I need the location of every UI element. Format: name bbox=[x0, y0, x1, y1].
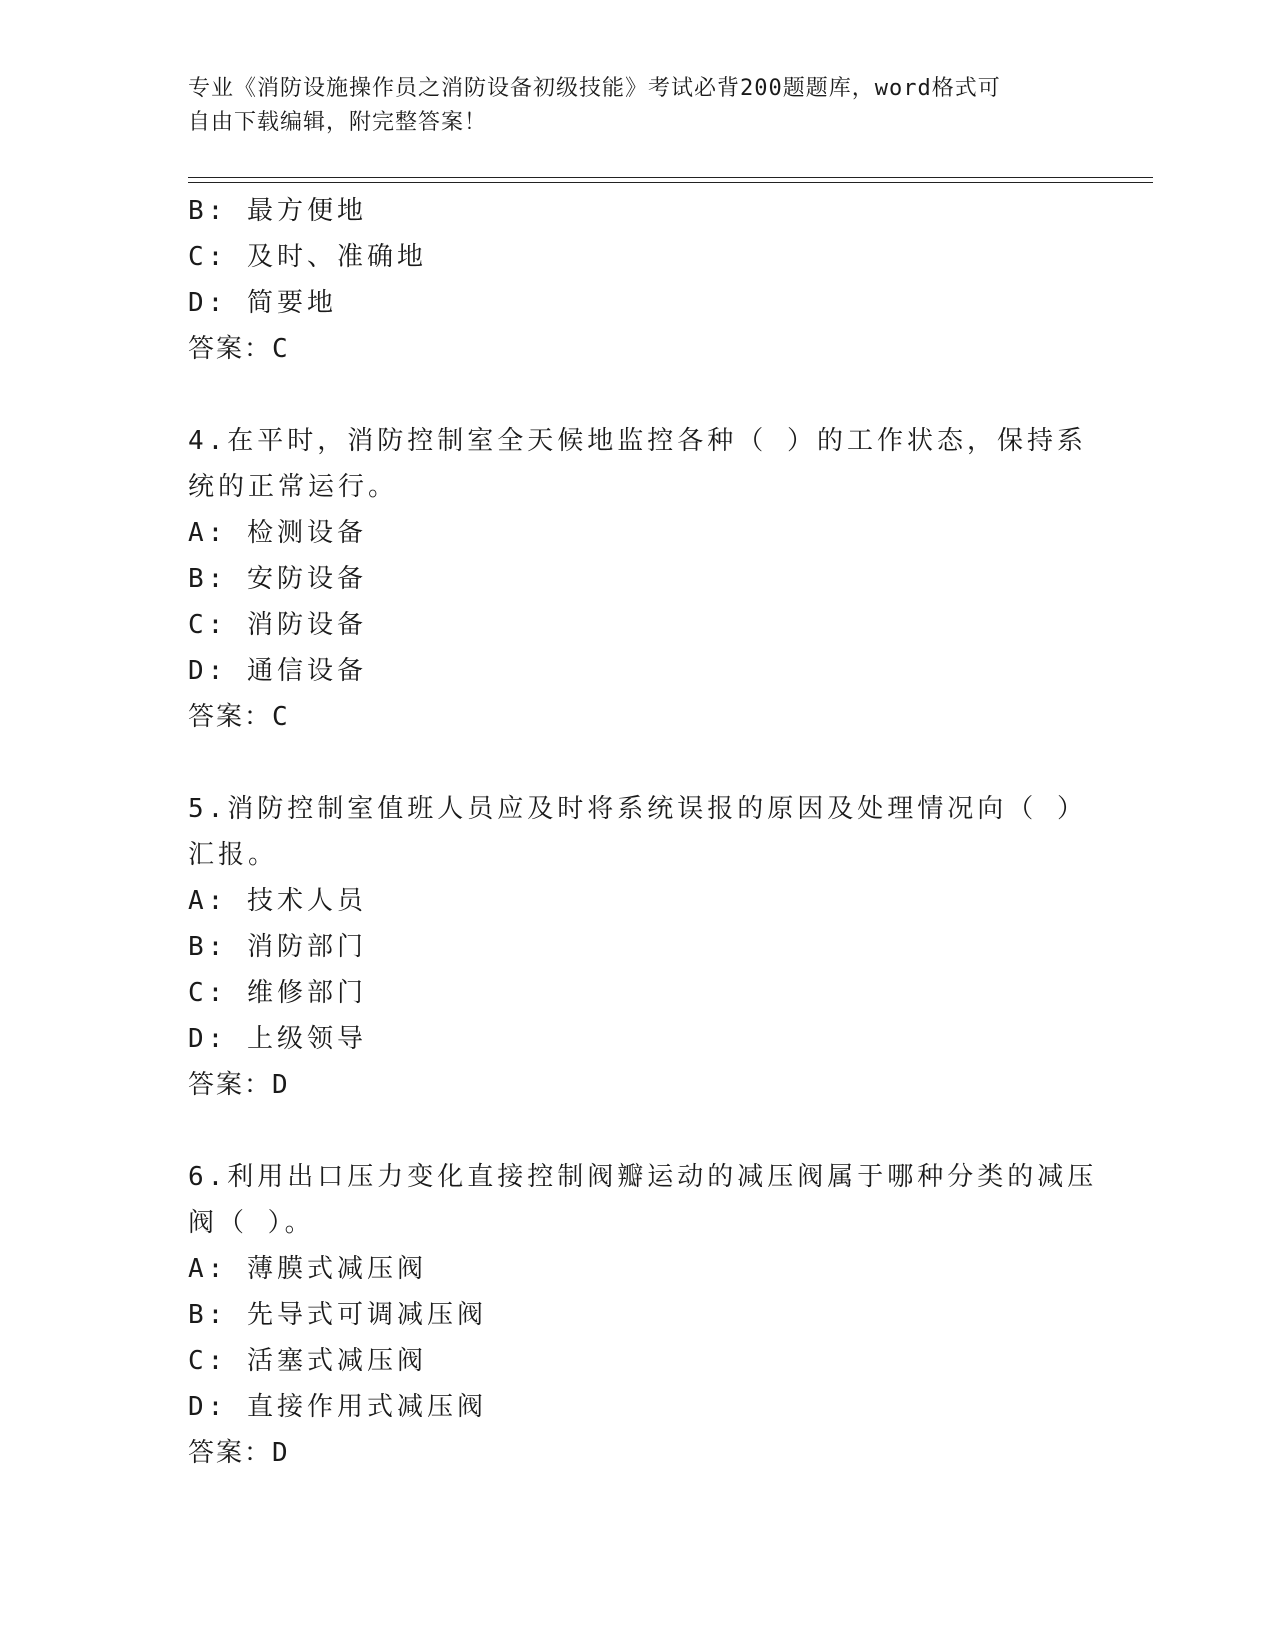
question-text-line-2: 汇报。 bbox=[188, 840, 279, 870]
question-3-continued bbox=[188, 188, 1068, 372]
question-text-line-2: 阀（ ）。 bbox=[188, 1208, 315, 1238]
option-a: A: 检测设备 bbox=[188, 518, 367, 548]
option-c: C: 及时、准确地 bbox=[188, 242, 427, 272]
spacer bbox=[188, 1108, 1068, 1154]
question-content bbox=[188, 188, 1098, 1476]
question-text-line-2: 统的正常运行。 bbox=[188, 472, 399, 502]
question-4 bbox=[188, 418, 1087, 740]
option-c: C: 活塞式减压阀 bbox=[188, 1346, 427, 1376]
answer-line: 答案：D bbox=[188, 1438, 290, 1468]
option-c: C: 消防设备 bbox=[188, 610, 367, 640]
answer-line: 答案：C bbox=[188, 334, 290, 364]
header-line-1: 专业《消防设施操作员之消防设备初级技能》考试必背200题题库，word格式可 bbox=[188, 76, 1001, 101]
option-d: D: 简要地 bbox=[188, 288, 337, 318]
question-text-line-1: 6.利用出口压力变化直接控制阀瓣运动的减压阀属于哪种分类的减压 bbox=[188, 1162, 1098, 1192]
option-a: A: 薄膜式减压阀 bbox=[188, 1254, 427, 1284]
question-text-line-1: 5.消防控制室值班人员应及时将系统误报的原因及处理情况向（ ） bbox=[188, 794, 1087, 824]
option-b: B: 先导式可调减压阀 bbox=[188, 1300, 487, 1330]
spacer bbox=[188, 740, 1068, 786]
question-text-line-1: 4.在平时，消防控制室全天候地监控各种（ ）的工作状态，保持系 bbox=[188, 426, 1087, 456]
option-b: B: 消防部门 bbox=[188, 932, 367, 962]
header-divider-top bbox=[188, 177, 1153, 178]
option-b: B: 最方便地 bbox=[188, 196, 367, 226]
option-a: A: 技术人员 bbox=[188, 886, 367, 916]
option-b: B: 安防设备 bbox=[188, 564, 367, 594]
option-d: D: 直接作用式减压阀 bbox=[188, 1392, 487, 1422]
answer-line: 答案：D bbox=[188, 1070, 290, 1100]
spacer bbox=[188, 372, 1068, 418]
header-line-2: 自由下载编辑，附完整答案！ bbox=[188, 110, 488, 135]
question-5 bbox=[188, 786, 1087, 1108]
option-c: C: 维修部门 bbox=[188, 978, 367, 1008]
answer-line: 答案：C bbox=[188, 702, 290, 732]
document-header bbox=[188, 72, 1068, 140]
option-d: D: 上级领导 bbox=[188, 1024, 367, 1054]
header-divider-bottom bbox=[188, 182, 1153, 183]
option-d: D: 通信设备 bbox=[188, 656, 367, 686]
question-6 bbox=[188, 1154, 1098, 1476]
